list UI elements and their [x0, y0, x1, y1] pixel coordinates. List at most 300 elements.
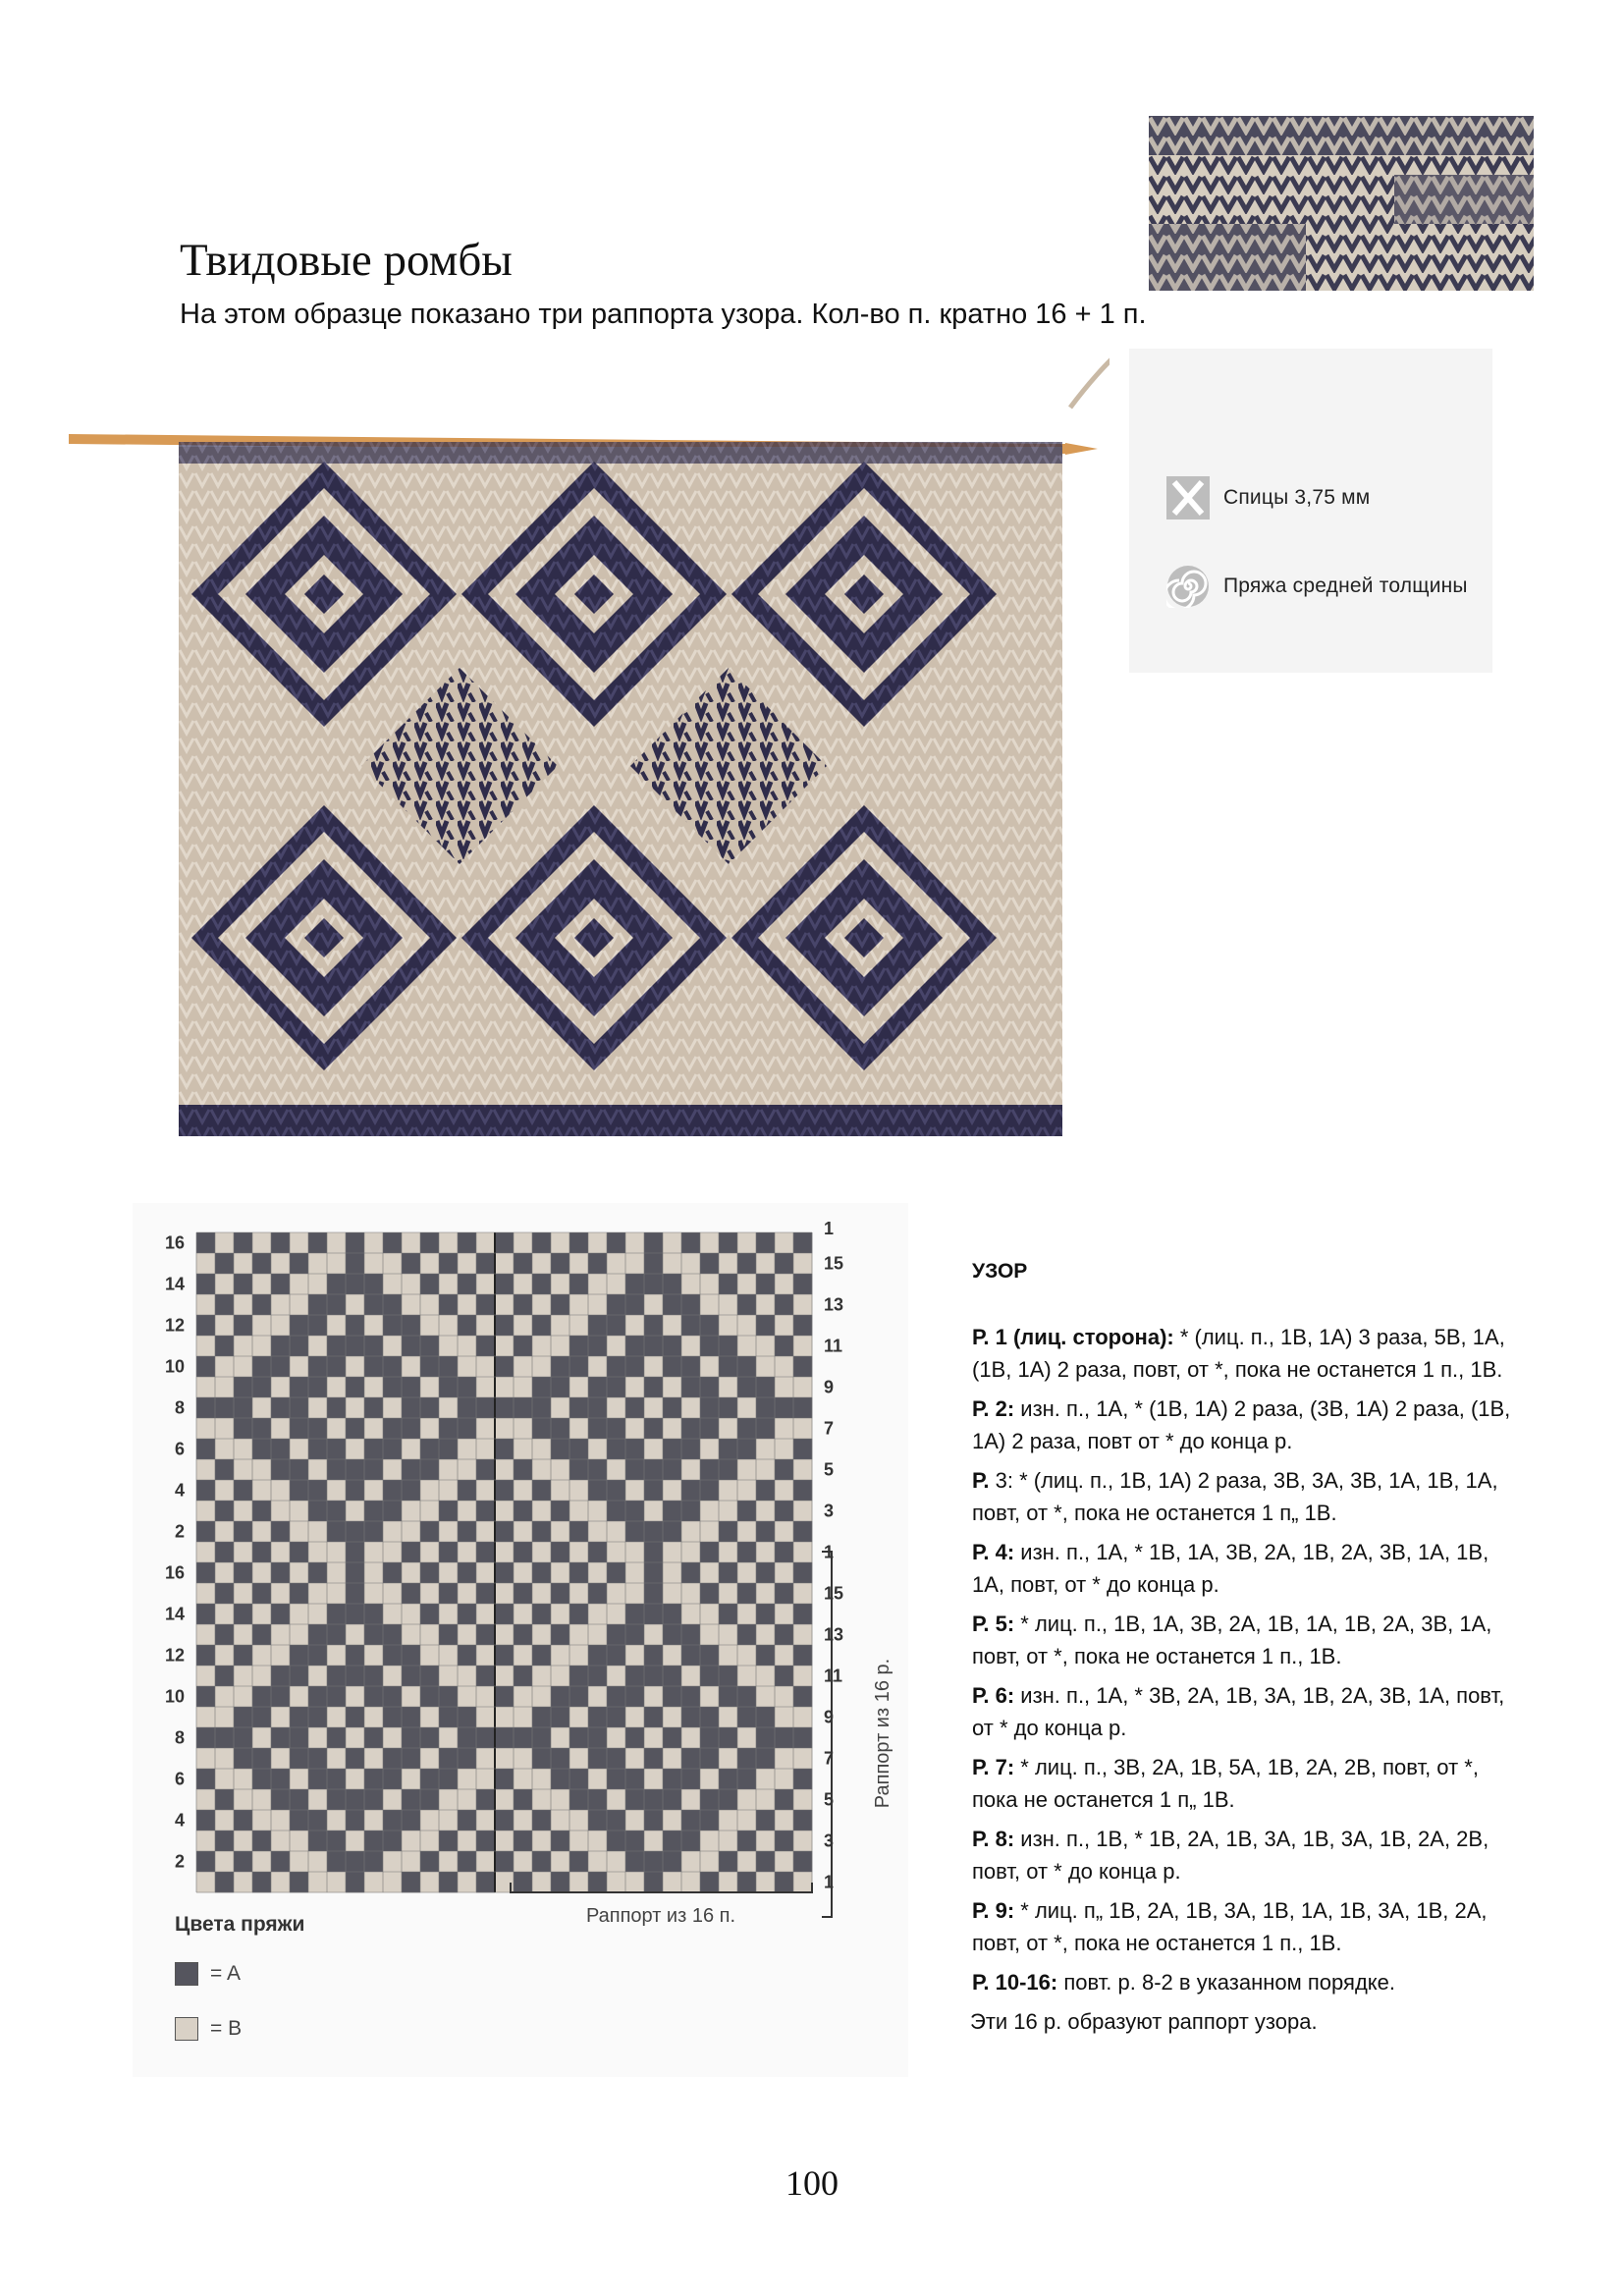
chart-cell: [737, 1666, 756, 1686]
chart-cell: [364, 1707, 383, 1727]
chart-cell: [252, 1686, 271, 1707]
chart-cell: [458, 1459, 476, 1480]
swatch-closeup-photo: [1149, 116, 1534, 291]
chart-cell: [290, 1315, 308, 1336]
chart-cell: [271, 1397, 290, 1418]
chart-cell: [383, 1624, 402, 1645]
chart-row-label-left: 2: [174, 1851, 185, 1872]
chart-cell: [588, 1336, 607, 1356]
chart-cell: [700, 1604, 719, 1624]
chart-cell: [420, 1727, 439, 1748]
chart-cell: [271, 1501, 290, 1521]
chart-cell: [737, 1356, 756, 1377]
chart-cell: [644, 1356, 663, 1377]
chart-row-label-right: 13: [824, 1624, 844, 1645]
chart-cell: [663, 1253, 681, 1274]
chart-cell: [551, 1542, 569, 1562]
chart-cell: [644, 1645, 663, 1666]
chart-cell: [663, 1562, 681, 1583]
chart-cell: [775, 1253, 793, 1274]
chart-cell: [196, 1789, 215, 1810]
chart-cell: [793, 1583, 812, 1604]
chart-cell: [551, 1562, 569, 1583]
chart-cell: [681, 1769, 700, 1789]
chart-cell: [196, 1232, 215, 1253]
chart-cell: [719, 1418, 737, 1439]
pattern-row-label: Р. 10-16:: [972, 1970, 1058, 1995]
chart-cell: [551, 1294, 569, 1315]
chart-cell: [346, 1872, 364, 1892]
chart-cell: [402, 1232, 420, 1253]
chart-cell: [290, 1562, 308, 1583]
chart-cell: [514, 1336, 532, 1356]
chart-cell: [215, 1810, 234, 1831]
chart-cell: [663, 1274, 681, 1294]
chart-cell: [644, 1521, 663, 1542]
chart-cell: [756, 1274, 775, 1294]
chart-cell: [607, 1851, 625, 1872]
chart-cell: [569, 1604, 588, 1624]
chart-cell: [252, 1480, 271, 1501]
chart-cell: [458, 1274, 476, 1294]
chart-cell: [271, 1748, 290, 1769]
chart-cell: [383, 1810, 402, 1831]
chart-cell: [644, 1439, 663, 1459]
chart-cell: [439, 1583, 458, 1604]
chart-cell: [625, 1356, 644, 1377]
chart-cell: [514, 1789, 532, 1810]
chart-cell: [458, 1583, 476, 1604]
chart-cell: [215, 1336, 234, 1356]
chart-cell: [383, 1604, 402, 1624]
chart-cell: [663, 1727, 681, 1748]
chart-cell: [234, 1480, 252, 1501]
chart-cell: [458, 1253, 476, 1274]
chart-cell: [308, 1769, 327, 1789]
chart-cell: [439, 1418, 458, 1439]
chart-cell: [663, 1686, 681, 1707]
chart-cell: [327, 1769, 346, 1789]
chart-cell: [196, 1686, 215, 1707]
chart-cell: [308, 1397, 327, 1418]
chart-cell: [793, 1253, 812, 1274]
chart-cell: [308, 1480, 327, 1501]
chart-cell: [514, 1562, 532, 1583]
chart-cell: [756, 1583, 775, 1604]
chart-cell: [476, 1727, 495, 1748]
chart-cell: [569, 1727, 588, 1748]
chart-cell: [327, 1377, 346, 1397]
chart-cell: [756, 1562, 775, 1583]
chart-cell: [663, 1439, 681, 1459]
chart-cell: [663, 1315, 681, 1336]
chart-cell: [252, 1459, 271, 1480]
chart-cell: [364, 1315, 383, 1336]
chart-cell: [700, 1253, 719, 1274]
knitted-sample-photo: [69, 349, 1110, 1203]
chart-cell: [383, 1769, 402, 1789]
chart-cell: [551, 1645, 569, 1666]
chart-row-label-right: 5: [824, 1789, 835, 1810]
chart-cell: [737, 1624, 756, 1645]
chart-cell: [569, 1521, 588, 1542]
chart-cell: [644, 1872, 663, 1892]
chart-cell: [364, 1583, 383, 1604]
chart-cell: [625, 1377, 644, 1397]
chart-cell: [215, 1748, 234, 1769]
chart-cell: [346, 1748, 364, 1769]
chart-cell: [420, 1439, 439, 1459]
chart-cell: [252, 1707, 271, 1727]
chart-cell: [234, 1851, 252, 1872]
chart-cell: [607, 1645, 625, 1666]
chart-cell: [514, 1294, 532, 1315]
chart-cell: [290, 1810, 308, 1831]
chart-cell: [681, 1707, 700, 1727]
chart-cell: [588, 1377, 607, 1397]
chart-cell: [458, 1336, 476, 1356]
chart-cell: [439, 1872, 458, 1892]
legend-swatch-a: [175, 1962, 198, 1986]
chart-cell: [719, 1831, 737, 1851]
chart-cell: [383, 1666, 402, 1686]
chart-cell: [271, 1872, 290, 1892]
chart-cell: [569, 1748, 588, 1769]
chart-cell: [215, 1831, 234, 1851]
chart-cell: [402, 1356, 420, 1377]
chart-row-label-right: 11: [824, 1336, 843, 1356]
chart-cell: [364, 1356, 383, 1377]
chart-cell: [271, 1851, 290, 1872]
chart-cell: [681, 1521, 700, 1542]
chart-cell: [625, 1397, 644, 1418]
chart-cell: [196, 1336, 215, 1356]
chart-cell: [793, 1501, 812, 1521]
chart-cell: [458, 1521, 476, 1542]
chart-cell: [700, 1356, 719, 1377]
chart-cell: [793, 1377, 812, 1397]
chart-cell: [514, 1274, 532, 1294]
chart-row-label-left: 8: [174, 1727, 185, 1748]
chart-cell: [346, 1831, 364, 1851]
chart-cell: [700, 1707, 719, 1727]
chart-cell: [700, 1769, 719, 1789]
chart-row-label-left: 10: [164, 1686, 185, 1707]
chart-cell: [644, 1851, 663, 1872]
pattern-row: [972, 1751, 1522, 1816]
chart-cell: [271, 1583, 290, 1604]
chart-cell: [644, 1727, 663, 1748]
chart-cell: [569, 1253, 588, 1274]
chart-cell: [607, 1604, 625, 1624]
chart-cell: [775, 1480, 793, 1501]
chart-cell: [737, 1872, 756, 1892]
chart-cell: [252, 1583, 271, 1604]
chart-cell: [663, 1480, 681, 1501]
chart-cell: [588, 1501, 607, 1521]
chart-cell: [402, 1789, 420, 1810]
chart-cell: [439, 1501, 458, 1521]
chart-cell: [644, 1707, 663, 1727]
chart-cell: [252, 1501, 271, 1521]
chart-cell: [346, 1253, 364, 1274]
chart-cell: [402, 1521, 420, 1542]
chart-cell: [607, 1274, 625, 1294]
chart-cell: [569, 1789, 588, 1810]
chart-cell: [458, 1666, 476, 1686]
chart-cell: [383, 1831, 402, 1851]
chart-cell: [700, 1748, 719, 1769]
chart-cell: [793, 1356, 812, 1377]
chart-cell: [439, 1748, 458, 1769]
chart-cell: [514, 1253, 532, 1274]
chart-cell: [700, 1872, 719, 1892]
chart-cell: [588, 1253, 607, 1274]
chart-cell: [420, 1253, 439, 1274]
chart-cell: [681, 1624, 700, 1645]
legend-label-a: = A: [210, 1962, 241, 1985]
chart-cell: [532, 1851, 551, 1872]
chart-cell: [588, 1851, 607, 1872]
chart-cell: [420, 1336, 439, 1356]
chart-cell: [607, 1831, 625, 1851]
chart-row-label-right: 9: [824, 1377, 835, 1397]
chart-cell: [252, 1356, 271, 1377]
chart-cell: [364, 1336, 383, 1356]
chart-cell: [700, 1336, 719, 1356]
chart-cell: [196, 1501, 215, 1521]
chart-cell: [663, 1748, 681, 1769]
chart-cell: [234, 1542, 252, 1562]
chart-cell: [271, 1274, 290, 1294]
chart-cell: [196, 1274, 215, 1294]
chart-cell: [271, 1253, 290, 1274]
chart-cell: [327, 1727, 346, 1748]
chart-cell: [663, 1769, 681, 1789]
chart-cell: [476, 1253, 495, 1274]
chart-cell: [625, 1831, 644, 1851]
chart-cell: [607, 1872, 625, 1892]
chart-cell: [308, 1315, 327, 1336]
chart-cell: [607, 1480, 625, 1501]
chart-cell: [644, 1253, 663, 1274]
chart-cell: [402, 1686, 420, 1707]
pattern-row-text: изн. п., 1А, * (1В, 1А) 2 раза, (3В, 1А) 2 раза, (1В, 1А) 2 раза, повт от * до конца р.: [972, 1396, 1511, 1453]
chart-cell: [644, 1831, 663, 1851]
chart-cell: [196, 1645, 215, 1666]
chart-cell: [737, 1232, 756, 1253]
chart-cell: [737, 1789, 756, 1810]
chart-cell: [681, 1418, 700, 1439]
chart-cell: [364, 1748, 383, 1769]
chart-cell: [719, 1294, 737, 1315]
chart-cell: [402, 1501, 420, 1521]
chart-cell: [719, 1666, 737, 1686]
chart-cell: [644, 1377, 663, 1397]
chart-cell: [364, 1645, 383, 1666]
chart-cell: [793, 1831, 812, 1851]
chart-cell: [719, 1707, 737, 1727]
chart-cell: [252, 1666, 271, 1686]
chart-cell: [588, 1645, 607, 1666]
chart-cell: [588, 1872, 607, 1892]
chart-cell: [644, 1789, 663, 1810]
chart-cell: [346, 1645, 364, 1666]
chart-cell: [775, 1274, 793, 1294]
chart-cell: [793, 1624, 812, 1645]
chart-cell: [532, 1253, 551, 1274]
chart-cell: [495, 1315, 514, 1336]
chart-cell: [569, 1356, 588, 1377]
chart-cell: [308, 1624, 327, 1645]
chart-cell: [607, 1707, 625, 1727]
chart-cell: [495, 1377, 514, 1397]
chart-cell: [625, 1501, 644, 1521]
chart-cell: [346, 1294, 364, 1315]
chart-cell: [532, 1294, 551, 1315]
chart-cell: [252, 1294, 271, 1315]
chart-cell: [793, 1872, 812, 1892]
chart-cell: [364, 1521, 383, 1542]
chart-cell: [234, 1315, 252, 1336]
chart-cell: [793, 1480, 812, 1501]
chart-cell: [495, 1480, 514, 1501]
chart-cell: [681, 1851, 700, 1872]
chart-cell: [495, 1666, 514, 1686]
chart-cell: [476, 1624, 495, 1645]
pattern-row-text: 3: * (лиц. п., 1В, 1А) 2 раза, 3В, 3А, 3В, 1А, 1В, 1А, повт, от *, пока не останется 1 п„ 1В.: [972, 1468, 1498, 1525]
chart-cell: [476, 1315, 495, 1336]
chart-cell: [737, 1459, 756, 1480]
chart-row-label-right: 1: [824, 1219, 835, 1238]
chart-cell: [756, 1789, 775, 1810]
chart-cell: [495, 1294, 514, 1315]
chart-cell: [271, 1707, 290, 1727]
chart-cell: [607, 1232, 625, 1253]
chart-cell: [756, 1501, 775, 1521]
chart-cell: [495, 1624, 514, 1645]
chart-cell: [290, 1336, 308, 1356]
chart-cell: [719, 1501, 737, 1521]
chart-cell: [756, 1232, 775, 1253]
chart-cell: [402, 1645, 420, 1666]
chart-cell: [719, 1851, 737, 1872]
chart-cell: [737, 1480, 756, 1501]
chart-cell: [346, 1501, 364, 1521]
chart-cell: [439, 1542, 458, 1562]
chart-cell: [737, 1727, 756, 1748]
chart-cell: [439, 1666, 458, 1686]
chart-cell: [663, 1645, 681, 1666]
chart-cell: [327, 1810, 346, 1831]
chart-cell: [290, 1686, 308, 1707]
chart-cell: [625, 1769, 644, 1789]
chart-cell: [327, 1686, 346, 1707]
chart-cell: [644, 1501, 663, 1521]
chart-cell: [756, 1542, 775, 1562]
chart-cell: [607, 1542, 625, 1562]
chart-cell: [756, 1336, 775, 1356]
chart-cell: [383, 1583, 402, 1604]
chart-cell: [569, 1274, 588, 1294]
chart-cell: [793, 1851, 812, 1872]
chart-cell: [327, 1707, 346, 1727]
chart-cell: [719, 1232, 737, 1253]
chart-cell: [756, 1480, 775, 1501]
chart-cell: [458, 1501, 476, 1521]
chart-cell: [663, 1232, 681, 1253]
chart-cell: [234, 1666, 252, 1686]
chart-cell: [383, 1418, 402, 1439]
chart-cell: [364, 1562, 383, 1583]
chart-cell: [327, 1542, 346, 1562]
chart-cell: [383, 1480, 402, 1501]
chart-cell: [290, 1253, 308, 1274]
chart-cell: [196, 1583, 215, 1604]
chart-cell: [383, 1459, 402, 1480]
chart-cell: [663, 1851, 681, 1872]
chart-cell: [719, 1810, 737, 1831]
chart-cell: [551, 1666, 569, 1686]
chart-cell: [625, 1562, 644, 1583]
chart-cell: [737, 1542, 756, 1562]
chart-cell: [644, 1604, 663, 1624]
chart-cell: [532, 1274, 551, 1294]
chart-cell: [737, 1377, 756, 1397]
chart-cell: [756, 1748, 775, 1769]
chart-cell: [625, 1294, 644, 1315]
chart-cell: [476, 1604, 495, 1624]
page-title: Твидовые ромбы: [180, 235, 513, 286]
chart-cell: [532, 1604, 551, 1624]
chart-cell: [234, 1521, 252, 1542]
chart-row-label-left: 16: [164, 1562, 185, 1583]
chart-cell: [681, 1480, 700, 1501]
chart-cell: [663, 1356, 681, 1377]
chart-grid: [133, 1203, 908, 1969]
chart-cell: [346, 1315, 364, 1336]
chart-cell: [327, 1480, 346, 1501]
chart-cell: [364, 1418, 383, 1439]
chart-cell: [532, 1377, 551, 1397]
chart-cell: [271, 1645, 290, 1666]
yarn-ball-icon: [1166, 565, 1210, 608]
chart-cell: [756, 1707, 775, 1727]
chart-cell: [458, 1377, 476, 1397]
chart-cell: [737, 1604, 756, 1624]
chart-cell: [271, 1377, 290, 1397]
chart-cell: [625, 1521, 644, 1542]
chart-cell: [588, 1521, 607, 1542]
chart-cell: [644, 1336, 663, 1356]
chart-cell: [252, 1542, 271, 1562]
chart-cell: [793, 1459, 812, 1480]
chart-row-label-left: 10: [164, 1356, 185, 1377]
chart-cell: [252, 1336, 271, 1356]
chart-cell: [775, 1521, 793, 1542]
chart-cell: [588, 1583, 607, 1604]
chart-cell: [290, 1232, 308, 1253]
chart-cell: [775, 1727, 793, 1748]
chart-cell: [532, 1645, 551, 1666]
chart-cell: [402, 1624, 420, 1645]
chart-cell: [402, 1748, 420, 1769]
chart-cell: [476, 1789, 495, 1810]
chart-cell: [700, 1727, 719, 1748]
chart-cell: [756, 1831, 775, 1851]
stitch-repeat-label: Раппорт из 16 п.: [585, 1905, 736, 1927]
chart-cell: [364, 1624, 383, 1645]
